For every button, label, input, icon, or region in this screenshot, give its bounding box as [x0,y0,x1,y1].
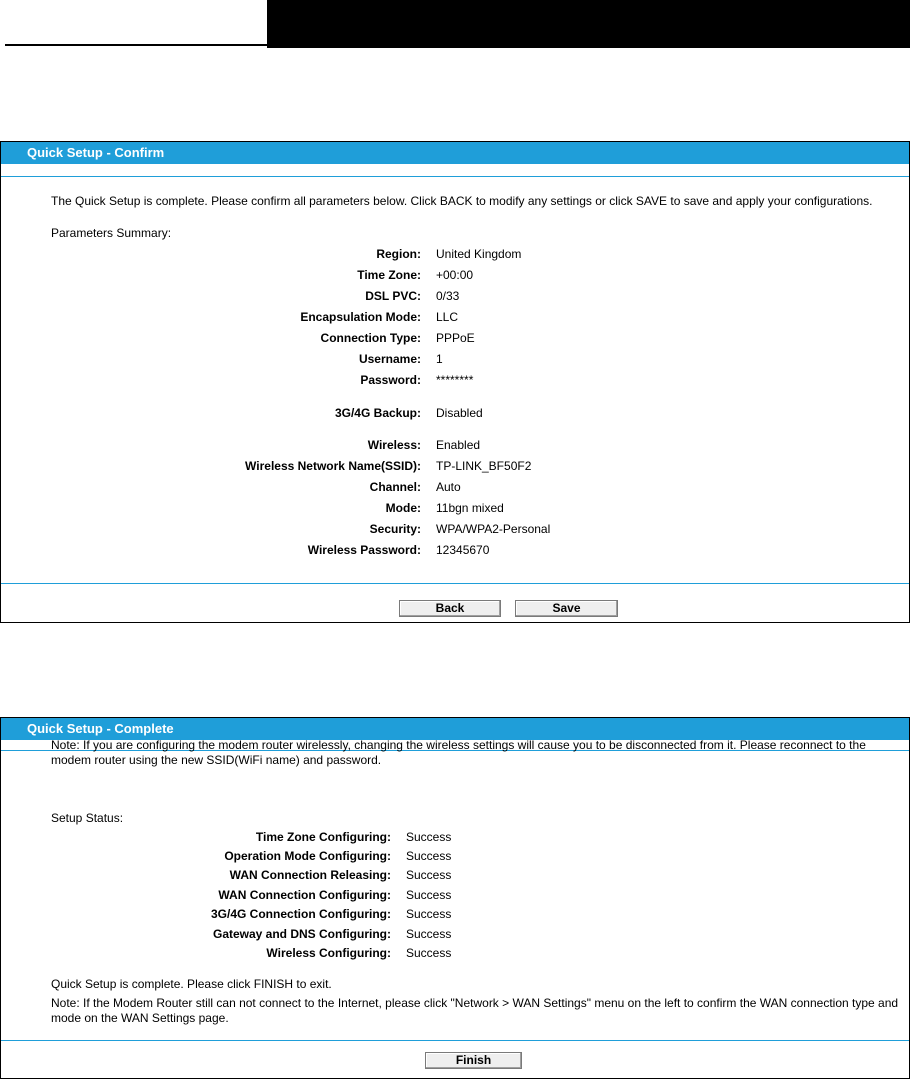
parameter-row-value: United Kingdom [436,247,522,261]
parameter-row [1,287,460,305]
parameter-row-label: Wireless: [367,438,421,452]
complete-bottom-rule [1,1040,909,1041]
parameter-row-label: Channel: [369,480,421,494]
parameter-row-value: Enabled [436,438,481,452]
parameter-row-label: Connection Type: [320,331,421,345]
status-row-label: WAN Connection Releasing: [229,868,391,882]
status-row [1,828,452,846]
status-row-value: Success [406,888,452,902]
save-button[interactable]: Save [515,600,618,617]
document-header [0,0,910,48]
confirm-top-rule [1,176,909,177]
complete-panel [0,717,910,1079]
parameters-summary-label: Parameters Summary: [51,226,172,240]
status-row [1,944,452,962]
parameter-row-label: Mode: [385,501,421,515]
parameter-row [1,520,551,538]
status-row-label: Gateway and DNS Configuring: [212,927,391,941]
complete-message: Quick Setup is complete. Please click FINISH to exit. [51,977,332,991]
parameter-row [1,436,481,454]
parameter-row-value: 1 [436,352,443,366]
parameter-row-value: 12345670 [436,543,490,557]
parameter-row-label: Region: [376,247,421,261]
parameter-row-value: 0/33 [436,289,460,303]
parameter-row [1,371,474,389]
status-row-label: 3G/4G Connection Configuring: [211,907,391,921]
parameter-row [1,350,443,368]
parameter-row-value: LLC [436,310,459,324]
confirm-intro-text: The Quick Setup is complete. Please confirm all parameters below. Click BACK to modify any settings or click SAVE to save and apply your configurations. [51,194,873,208]
parameter-row [1,404,483,422]
parameter-row-value: ******** [436,373,474,387]
parameter-row-value: PPPoE [436,331,475,345]
complete-panel-title: Quick Setup - Complete [1,718,909,741]
parameter-row-value: Disabled [436,406,483,420]
header-black-bar [267,0,910,48]
finish-button[interactable]: Finish [425,1052,522,1069]
parameter-row [1,478,461,496]
parameter-row-value: 11bgn mixed [436,501,504,515]
complete-note-internet: Note: If the Modem Router still can not connect to the Internet, please click "Network > WAN Settings" menu on the left to confirm the WAN connection type and mode on the WAN Settings page. [51,996,899,1025]
confirm-panel-title: Quick Setup - Confirm [1,142,909,165]
parameter-row [1,245,522,263]
parameter-row-value: WPA/WPA2-Personal [436,522,551,536]
parameter-row-label: 3G/4G Backup: [334,406,421,420]
status-row-label: WAN Connection Configuring: [218,888,391,902]
status-row [1,886,452,904]
status-row-value: Success [406,868,452,882]
parameter-row [1,329,475,347]
status-row-label: Wireless Configuring: [266,946,391,960]
parameter-row-value: Auto [436,480,461,494]
parameter-row-value: +00:00 [436,268,474,282]
parameter-row-label: Security: [369,522,421,536]
status-row [1,847,452,865]
parameter-row-label: Password: [360,373,421,387]
parameter-row [1,457,532,475]
complete-note-wireless: Note: If you are configuring the modem router wirelessly, changing the wireless settings will cause you to be disconnected from it. Please reconnect to the modem router using the new SSID(WiFi name) and password. [51,738,866,767]
header-rule [5,44,267,46]
setup-status-label: Setup Status: [51,811,124,825]
parameter-row-label: Time Zone: [357,268,421,282]
parameter-row-label: Encapsulation Mode: [300,310,421,324]
status-row-value: Success [406,849,452,863]
back-button[interactable]: Back [399,600,501,617]
parameter-row-value: TP-LINK_BF50F2 [436,459,532,473]
parameter-row-label: Username: [358,352,421,366]
status-row-value: Success [406,927,452,941]
status-row [1,925,452,943]
parameter-row-label: Wireless Password: [307,543,421,557]
status-row-value: Success [406,907,452,921]
parameter-row [1,541,490,559]
confirm-panel [0,141,910,623]
status-row-value: Success [406,946,452,960]
status-row-label: Time Zone Configuring: [255,830,391,844]
status-row-label: Operation Mode Configuring: [224,849,391,863]
parameter-row-label: DSL PVC: [365,289,421,303]
parameter-row [1,499,504,517]
status-row [1,905,452,923]
status-row [1,866,452,884]
parameter-row [1,308,459,326]
parameter-row-label: Wireless Network Name(SSID): [245,459,421,473]
status-row-value: Success [406,830,452,844]
confirm-bottom-rule [1,583,909,584]
parameter-row [1,266,474,284]
